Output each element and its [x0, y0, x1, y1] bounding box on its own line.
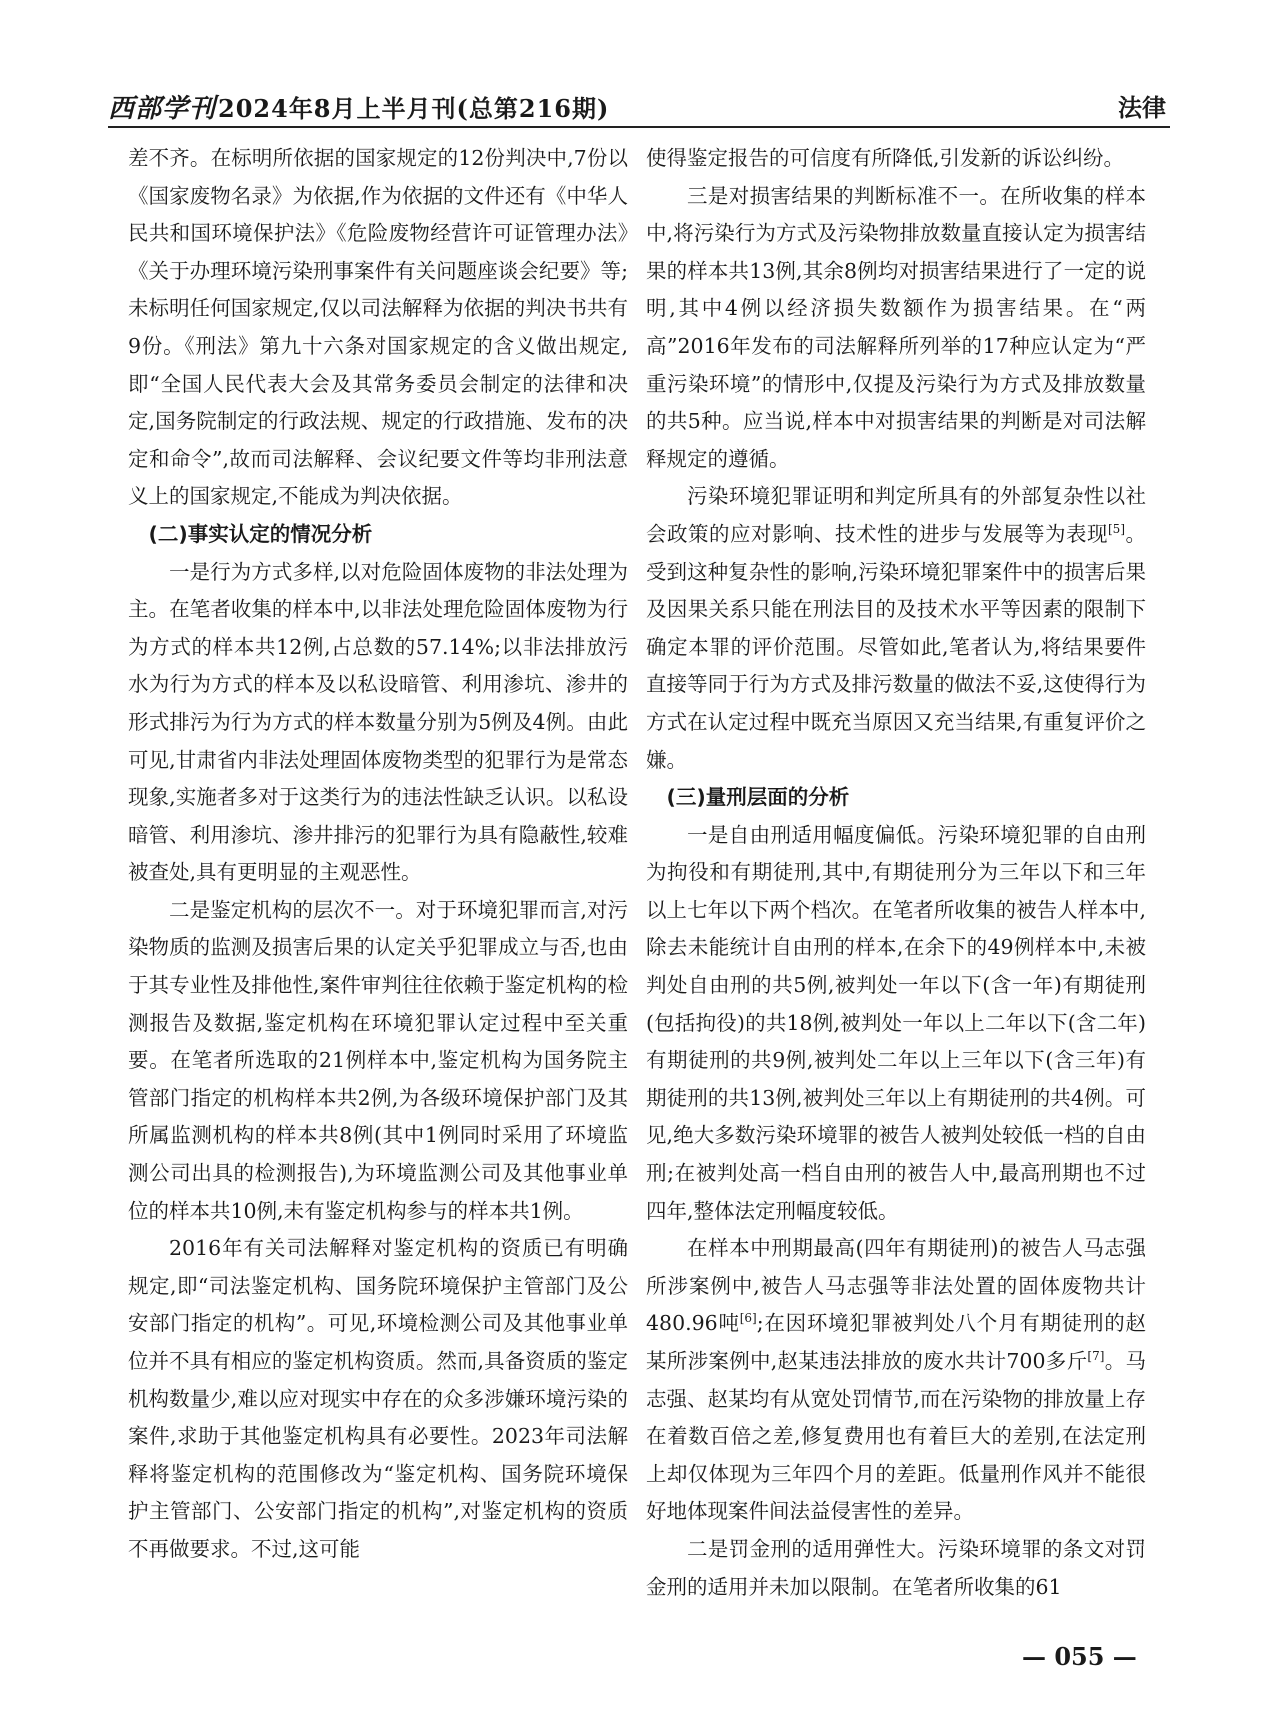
- section-heading: (二)事实认定的情况分析: [148, 521, 373, 546]
- citation-ref: [5]: [1108, 522, 1125, 537]
- issue-info: 2024年8月上半月刊(总第216期): [218, 94, 610, 123]
- paragraph: 一是行为方式多样,以对危险固体废物的非法处理为主。在笔者收集的样本中,以非法处理危险固体废物为行为方式的样本共12例,占总数的57.14%;以非法排放污水为行为方式的样本及以私设暗管、利用渗坑、渗井的形式排污为行为方式的样本数量分别为5例及4例。由此可见,甘肃省内非法处理固体废物类型的犯罪行为是常态现象,实施者多对于这类行为的违法性缺乏认识。以私设暗管、利用渗坑、渗井排污的犯罪行为具有隐蔽性,较难被查处,具有更明显的主观恶性。: [128, 559, 628, 885]
- paragraph: 2016年有关司法解释对鉴定机构的资质已有明确规定,即“司法鉴定机构、国务院环境保护主管部门及公安部门指定的机构”。可见,环境检测公司及其他事业单位并不具有相应的鉴定机构资质。然而,具备资质的鉴定机构数量少,难以应对现实中存在的众多涉嫌环境污染的案件,求助于其他鉴定机构具有必要性。2023年司法解释将鉴定机构的范围修改为“鉴定机构、国务院环境保护主管部门、公安部门指定的机构”,对鉴定机构的资质不再做要求。不过,这可能: [128, 1236, 628, 1561]
- paragraph: 差不齐。在标明所依据的国家规定的12份判决中,7份以《国家废物名录》为依据,作为依据的文件还有《中华人民共和国环境保护法》《危险废物经营许可证管理办法》《关于办理环境污染刑事案件有关问题座谈会纪要》等;未标明任何国家规定,仅以司法解释为依据的判决书共有9份。《刑法》第九十六条对国家规定的含义做出规定,即“全国人民代表大会及其常务委员会制定的法律和决定,国务院制定的行政法规、规定的行政措施、发布的决定和命令”,故而司法解释、会议纪要文件等均非刑法意义上的国家规定,不能成为判决依据。: [128, 146, 628, 509]
- paragraph: 三是对损害结果的判断标准不一。在所收集的样本中,将污染行为方式及污染物排放数量直接认定为损害结果的样本共13例,其余8例均对损害结果进行了一定的说明,其中4例以经济损失数额作为损害结果。在“两高”2016年发布的司法解释所列举的17种应认定为“严重污染环境”的情形中,仅提及污染行为方式及排放数量的共5种。应当说,样本中对损害结果的判断是对司法解释规定的遵循。: [646, 183, 1146, 471]
- paragraph: 二是罚金刑的适用弹性大。污染环境罪的条文对罚金刑的适用并未加以限制。在笔者所收集的61: [646, 1536, 1146, 1599]
- text-run: 。受到这种复杂性的影响,污染环境犯罪案件中的损害后果及因果关系只能在刑法目的及技术水平等因素的限制下确定本罪的评价范围。尽管如此,笔者认为,将结果要件直接等同于行为方式及排污数量的做法不妥,这使得行为方式在认定过程中既充当原因又充当结果,有重复评价之嫌。: [646, 521, 1146, 772]
- paragraph: [646, 1230, 1146, 1531]
- section-label: 法律: [1118, 94, 1166, 122]
- journal-logo: 西部学刊: [108, 94, 217, 124]
- running-header: [108, 84, 1170, 128]
- paragraph: [646, 478, 1146, 779]
- text-run: 。马志强、赵某均有从宽处罚情节,而在污染物的排放量上存在着数百倍之差,修复费用也有着巨大的差别,在法定刑上却仅体现为三年四个月的差距。低量刑作风并不能很好地体现案件间法益侵害性的差异。: [646, 1349, 1147, 1524]
- citation-ref: [7]: [1087, 1349, 1105, 1364]
- section-heading: (三)量刑层面的分析: [666, 785, 850, 810]
- left-column: [128, 140, 628, 1569]
- paragraph: 二是鉴定机构的层次不一。对于环境犯罪而言,对污染物质的监测及损害后果的认定关乎犯罪成立与否,也由于其专业性及排他性,案件审判往往依赖于鉴定机构的检测报告及数据,鉴定机构在环境犯罪认定过程中至关重要。在笔者所选取的21例样本中,鉴定机构为国务院主管部门指定的机构样本共2例,为各级环境保护部门及其所属监测机构的样本共8例(其中1例同时采用了环境监测公司出具的检测报告),为环境监测公司及其他事业单位的样本共10例,未有鉴定机构参与的样本共1例。: [128, 897, 628, 1223]
- journal-masthead: [108, 88, 609, 125]
- page-number: — 055 —: [1022, 1642, 1137, 1671]
- paragraph: 使得鉴定报告的可信度有所降低,引发新的诉讼纠纷。: [646, 146, 1125, 170]
- right-column: [646, 140, 1146, 1606]
- citation-ref: [6]: [739, 1311, 757, 1326]
- text-run: 污染环境犯罪证明和判定所具有的外部复杂性以社会政策的应对影响、技术性的进步与发展等为表现: [646, 484, 1146, 546]
- text-run: ;在因环境犯罪被判处八个月有期徒刑的赵某所涉案例中,赵某违法排放的废水共计700多斤: [646, 1311, 1146, 1373]
- paragraph: 一是自由刑适用幅度偏低。污染环境犯罪的自由刑为拘役和有期徒刑,其中,有期徒刑分为三年以下和三年以上七年以下两个档次。在笔者所收集的被告人样本中,除去未能统计自由刑的样本,在余下的49例样本中,未被判处自由刑的共5例,被判处一年以下(含一年)有期徒刑(包括拘役)的共18例,被判处一年以上二年以下(含二年)有期徒刑的共9例,被判处二年以上三年以下(含三年)有期徒刑的共13例,被判处三年以上有期徒刑的共4例。可见,绝大多数污染环境罪的被告人被判处较低一档的自由刑;在被判处高一档自由刑的被告人中,最高刑期也不过四年,整体法定刑幅度较低。: [646, 822, 1146, 1223]
- text-run: 在样本中刑期最高(四年有期徒刑)的被告人马志强所涉案例中,被告人马志强等非法处置的固体废物共计480.96吨: [646, 1236, 1146, 1336]
